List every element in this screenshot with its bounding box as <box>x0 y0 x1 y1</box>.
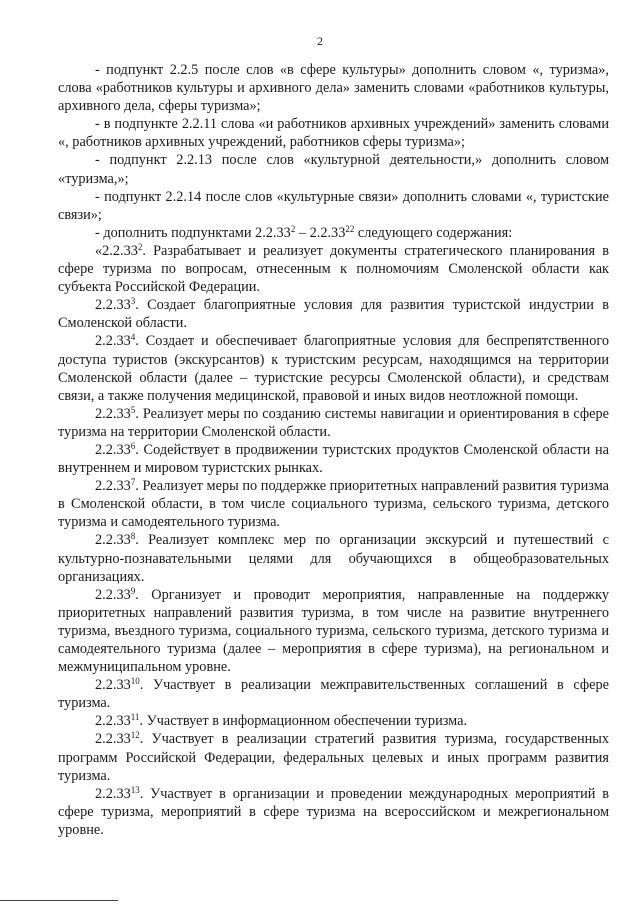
paragraph <box>58 61 609 115</box>
paragraph <box>58 676 609 712</box>
paragraph-text: . Разрабатывает и реализует документы стратегического планирования в сфере туризма по вопросам, отнесенным к полномочиям Смоленской области как субъекта Российской Федерации. <box>58 242 609 296</box>
paragraph-superscript: 22 <box>345 223 355 234</box>
paragraph-text: 2.2.33 <box>95 405 131 422</box>
paragraph-text: 2.2.33 <box>95 297 131 314</box>
paragraph-text: «2.2.33 <box>95 242 138 259</box>
paragraph <box>58 531 609 585</box>
paragraph-text: – 2.2.33 <box>295 224 346 241</box>
paragraph-superscript: 10 <box>130 676 140 687</box>
paragraph-text: следующего содержания: <box>354 224 513 241</box>
paragraph <box>58 730 609 784</box>
paragraph-superscript: 7 <box>130 477 136 488</box>
paragraph <box>58 151 609 187</box>
document-body <box>58 61 609 839</box>
paragraph-text: - в подпункте 2.2.11 слова «и работников архивных учреждений» заменить словами «, работников архивных учреждений, работников сферы туризма»; <box>58 116 609 151</box>
paragraph-text: 2.2.33 <box>95 333 131 350</box>
paragraph-text: . Создает благоприятные условия для развития туристской индустрии в Смоленской области. <box>58 297 609 332</box>
paragraph <box>58 785 609 839</box>
paragraph-text: . Участвует в информационном обеспечении туризма. <box>139 713 468 730</box>
paragraph-superscript: 11 <box>130 712 140 723</box>
paragraph-text: - подпункт 2.2.13 после слов «культурной деятельности,» дополнить словом «туризма,»; <box>58 152 609 187</box>
paragraph-text: . Реализует комплекс мер по организации экскурсий и путешествий с культурно-познавательными целями для обучающихся в общеобразовательных организациях. <box>58 532 609 585</box>
paragraph-superscript: 8 <box>130 531 136 542</box>
paragraph-superscript: 12 <box>130 730 140 741</box>
paragraph-text: 2.2.33 <box>95 586 131 603</box>
paragraph-superscript: 6 <box>130 440 136 451</box>
paragraph <box>58 224 609 242</box>
paragraph <box>58 115 609 151</box>
paragraph-text: . Содействует в продвижении туристских продуктов Смоленской области на внутреннем и мировом туристских рынках. <box>58 441 609 477</box>
paragraph-text: . Реализует меры по созданию системы навигации и ориентирования в сфере туризма на территории Смоленской области. <box>58 405 609 440</box>
paragraph-text: . Участвует в организации и проведении международных мероприятий в сфере туризма, мероприятий в сфере туризма на всероссийском и межрегиональном уровне. <box>58 785 609 838</box>
paragraph-text: 2.2.33 <box>95 478 131 495</box>
paragraph-text: 2.2.33 <box>95 731 131 748</box>
paragraph <box>58 712 609 730</box>
paragraph-text: 2.2.33 <box>95 785 131 802</box>
paragraph-superscript: 13 <box>130 784 140 795</box>
paragraph-superscript: 5 <box>130 404 136 415</box>
paragraph-superscript: 9 <box>130 585 136 596</box>
paragraph-superscript: 3 <box>130 296 136 307</box>
paragraph-text: - подпункт 2.2.14 после слов «культурные связи» дополнить словами «, туристские связи»; <box>58 188 609 223</box>
paragraph-text: 2.2.33 <box>95 441 131 458</box>
paragraph-text: . Участвует в реализации межправительственных соглашений в сфере туризма. <box>58 677 609 712</box>
paragraph-text: 2.2.33 <box>95 713 131 730</box>
paragraph-superscript: 2 <box>137 241 143 252</box>
paragraph <box>58 586 609 676</box>
paragraph-text: - подпункт 2.2.5 после слов «в сфере культуры» дополнить словом «, туризма», слова «работников культуры и архивного дела» заменить словами «работников культуры, архивного дела, сферы туризма»; <box>58 62 609 115</box>
paragraph <box>58 477 609 531</box>
paragraph-text: . Создает и обеспечивает благоприятные условия для беспрепятственного доступа туристов (экскурсантов) к туристским ресурсам, находящимся на территории Смоленской области (далее – туристские ресурсы Смоленской области), и средствам связи, а также получения медицинской, правовой и иных видов неотложной помощи. <box>58 333 609 404</box>
paragraph <box>58 242 609 296</box>
paragraph-text: . Реализует меры по поддержке приоритетных направлений развития туризма в Смоленской области, в том числе социального туризма, сельского туризма, детского туризма и самодеятельного туризма. <box>58 478 609 531</box>
footer-rule <box>0 900 118 901</box>
paragraph-text: 2.2.33 <box>95 532 131 549</box>
paragraph-superscript: 4 <box>130 332 136 343</box>
page-number: 2 <box>317 34 323 48</box>
paragraph <box>58 296 609 332</box>
paragraph <box>58 441 609 477</box>
paragraph-text: 2.2.33 <box>95 677 131 694</box>
paragraph-text: . Организует и проводит мероприятия, направленные на поддержку приоритетных направлений развития туризма, в том числе на развитие внутреннего туризма, въездного туризма, социального туризма, сельского туризма, детского туризма и самодеятельного туризма (далее – мероприятия в сфере туризма), на региональном и межмуниципальном уровне. <box>58 586 609 676</box>
paragraph-superscript: 2 <box>290 223 296 234</box>
paragraph <box>58 332 609 404</box>
paragraph-text: - дополнить подпунктами 2.2.33 <box>95 224 291 241</box>
paragraph <box>58 188 609 224</box>
paragraph <box>58 405 609 441</box>
paragraph-text: . Участвует в реализации стратегий развития туризма, государственных программ Российской Федерации, федеральных целевых и иных программ развития туризма. <box>58 731 609 784</box>
